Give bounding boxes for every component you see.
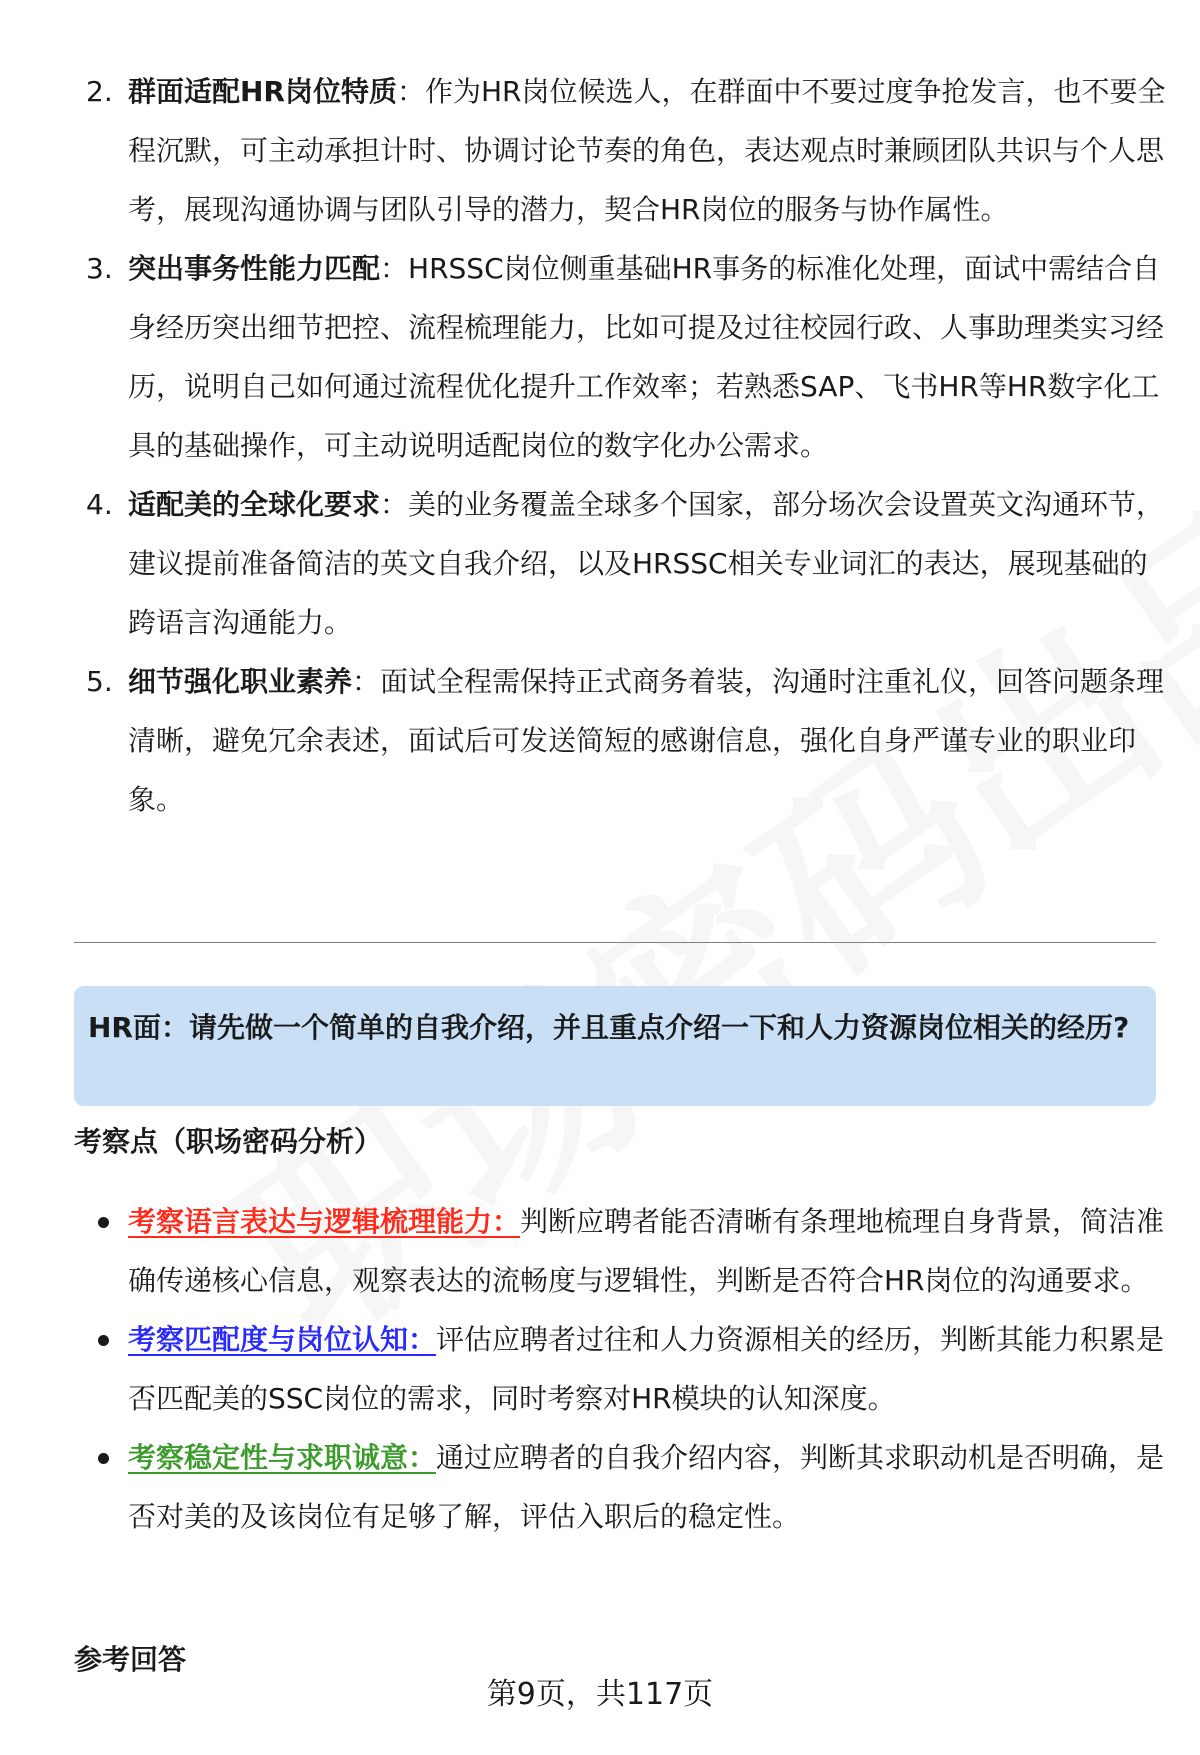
bullet-dot-icon bbox=[98, 1335, 109, 1346]
item-number: 4. bbox=[86, 488, 113, 521]
bullet-text: 判断应聘者能否清晰有条理地梳理自身背景，简洁准确传递核心信息，观察表达的流畅度与逻辑性，判断是否符合HR岗位的沟通要求。 bbox=[128, 1205, 1165, 1297]
numbered-tips-list bbox=[74, 62, 1174, 829]
list-item bbox=[74, 1428, 1174, 1546]
item-text: ：作为HR岗位候选人，在群面中不要过度争抢发言，也不要全程沉默，可主动承担计时、协调讨论节奏的角色，表达观点时兼顾团队共识与个人思考，展现沟通协调与团队引导的潜力，契合HR岗位的服务与协作属性。 bbox=[128, 75, 1166, 226]
exam-points-title: 考察点（职场密码分析） bbox=[74, 1125, 383, 1158]
list-item bbox=[74, 1310, 1174, 1428]
list-item bbox=[74, 239, 1174, 475]
bullet-keyword: 考察语言表达与逻辑梳理能力： bbox=[128, 1205, 521, 1238]
item-text: ：美的业务覆盖全球多个国家，部分场次会设置英文沟通环节，建议提前准备简洁的英文自我介绍，以及HRSSC相关专业词汇的表达，展现基础的跨语言沟通能力。 bbox=[128, 488, 1165, 639]
item-number: 5. bbox=[86, 665, 113, 698]
section-divider bbox=[74, 942, 1156, 943]
item-text: ：面试全程需保持正式商务着装，沟通时注重礼仪，回答问题条理清晰，避免冗余表述，面试后可发送简短的感谢信息，强化自身严谨专业的职业印象。 bbox=[128, 665, 1165, 816]
item-lead: 突出事务性能力匹配 bbox=[128, 252, 381, 285]
list-item bbox=[74, 62, 1174, 239]
bullet-keyword: 考察稳定性与求职诚意： bbox=[128, 1441, 437, 1474]
bullet-dot-icon bbox=[98, 1217, 109, 1228]
list-item bbox=[74, 652, 1174, 829]
bullet-keyword: 考察匹配度与岗位认知： bbox=[128, 1323, 437, 1356]
reference-answer-title: 参考回答 bbox=[74, 1643, 187, 1676]
item-lead: 细节强化职业素养 bbox=[128, 665, 353, 698]
exam-points-list bbox=[74, 1192, 1174, 1546]
item-lead: 群面适配HR岗位特质 bbox=[128, 75, 397, 108]
item-number: 2. bbox=[86, 75, 113, 108]
item-text: ：HRSSC岗位侧重基础HR事务的标准化处理，面试中需结合自身经历突出细节把控、流程梳理能力，比如可提及过往校园行政、人事助理类实习经历，说明自己如何通过流程优化提升工作效率；若熟悉SAP、飞书HR等HR数字化工具的基础操作，可主动说明适配岗位的数字化办公需求。 bbox=[128, 252, 1165, 462]
list-item bbox=[74, 475, 1174, 652]
bullet-text: 评估应聘者过往和人力资源相关的经历，判断其能力积累是否匹配美的SSC岗位的需求，同时考察对HR模块的认知深度。 bbox=[128, 1323, 1165, 1415]
bullet-text: 通过应聘者的自我介绍内容，判断其求职动机是否明确，是否对美的及该岗位有足够了解，评估入职后的稳定性。 bbox=[128, 1441, 1165, 1533]
page-number: 第9页，共117页 bbox=[486, 1677, 714, 1712]
question-box bbox=[74, 986, 1156, 1106]
list-item bbox=[74, 1192, 1174, 1310]
question-text: HR面：请先做一个简单的自我介绍，并且重点介绍一下和人力资源岗位相关的经历? bbox=[88, 1011, 1130, 1044]
bullet-dot-icon bbox=[98, 1453, 109, 1464]
item-lead: 适配美的全球化要求 bbox=[128, 488, 381, 521]
item-number: 3. bbox=[86, 252, 113, 285]
